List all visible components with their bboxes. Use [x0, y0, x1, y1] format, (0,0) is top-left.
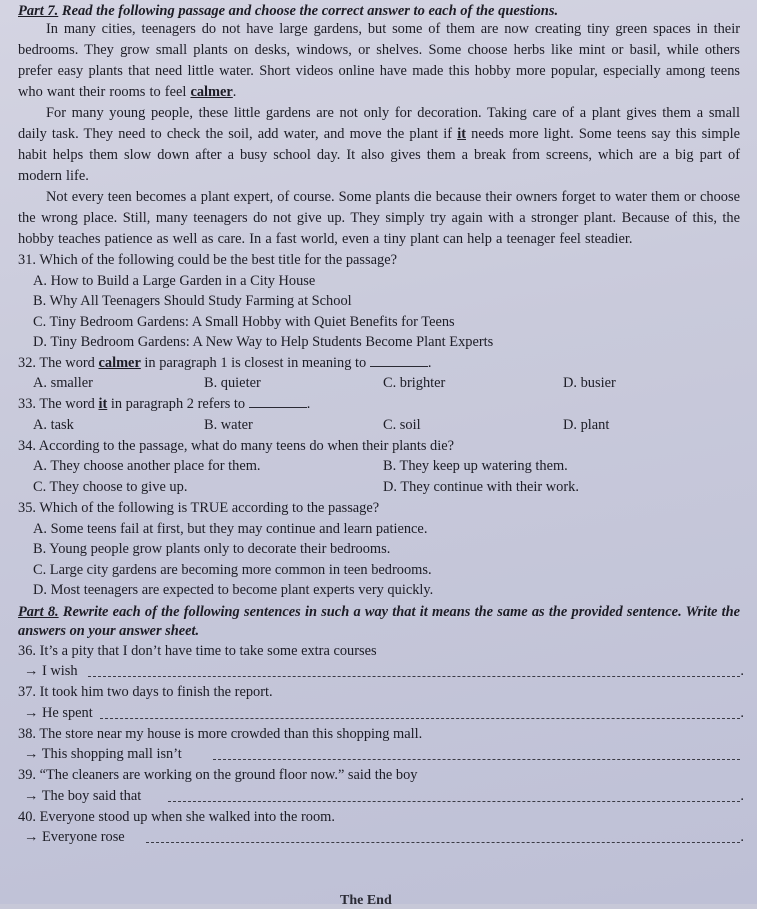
- worksheet-content: [18, 2, 744, 848]
- rewrite-37-blank[interactable]: [100, 718, 740, 719]
- rewrite-38-answer-line: [18, 744, 740, 765]
- q35-option-b[interactable]: B. Young people grow plants only to decorate their bedrooms.: [33, 541, 391, 557]
- rewrite-38-sentence: 38. The store near my house is more crowded than this shopping mall.: [18, 725, 423, 742]
- passage-paragraph-3: [18, 187, 740, 250]
- rewrite-38-prompt: → This shopping mall isn’t: [24, 746, 182, 762]
- q31-option-b[interactable]: B. Why All Teenagers Should Study Farming at School: [33, 293, 352, 309]
- rewrite-37-end: .: [740, 704, 744, 721]
- q32-option-c[interactable]: C. brighter: [383, 375, 446, 391]
- q33-stem-end: in paragraph 2 refers to: [107, 396, 246, 412]
- rewrite-36-prompt: → I wish: [24, 663, 78, 679]
- q32-stem-end: in paragraph 1 is closest in meaning to: [140, 354, 367, 371]
- q33-option-c[interactable]: C. soil: [383, 416, 421, 433]
- part7-instruction: Read the following passage and choose the correct answer to each of the questions.: [58, 3, 559, 19]
- rewrite-39-sentence: 39. “The cleaners are working on the ground floor now.” said the boy: [18, 767, 418, 783]
- part7-heading: [18, 2, 740, 20]
- question-31: 31. Which of the following could be the best title for the passage?: [18, 252, 397, 268]
- q34-options-row-2: [18, 477, 740, 498]
- q32-option-b[interactable]: B. quieter: [204, 375, 261, 391]
- the-end-footer: The End: [340, 893, 392, 908]
- q32-target-word: calmer: [98, 354, 141, 371]
- q33-period: .: [306, 396, 311, 412]
- passage-paragraph-1: [18, 19, 740, 103]
- rewrite-40-answer-line: [18, 827, 744, 848]
- q34-option-d[interactable]: D. They continue with their work.: [383, 479, 579, 495]
- rewrite-36-end: .: [740, 663, 744, 679]
- rewrite-39-blank[interactable]: [168, 801, 740, 802]
- rewrite-40-prompt: → Everyone rose: [24, 829, 125, 845]
- paragraph-2-end: needs more light. Some teens say this simple habit helps them slow down after a busy school day. It also gives them a break from screens, which are a big part of modern life.: [18, 126, 740, 184]
- q35-option-a[interactable]: A. Some teens fail at first, but they may continue and learn patience.: [33, 520, 428, 537]
- rewrite-36-blank[interactable]: [88, 676, 740, 677]
- q34-option-c[interactable]: C. They choose to give up.: [33, 479, 188, 495]
- q33-option-a[interactable]: A. task: [33, 416, 74, 433]
- q34-options-row-1: [18, 456, 740, 477]
- paragraph-1-text: In many cities, teenagers do not have large gardens, but some of them are now creating tiny green spaces in their bedrooms. They grow small plants on desks, windows, or shelves. Some choose herbs like mint or basil, while others prefer easy plants that need little water. Short videos online have made this hobby more popular, especially among teens who want their rooms to feel: [18, 21, 740, 100]
- highlighted-word-it: it: [457, 126, 467, 142]
- q31-option-d[interactable]: D. Tiny Bedroom Gardens: A New Way to Help Students Become Plant Experts: [33, 334, 494, 350]
- q34-option-b[interactable]: B. They keep up watering them.: [383, 458, 568, 474]
- rewrite-36-answer-line: [18, 661, 744, 682]
- rewrite-40-end: .: [740, 829, 744, 845]
- rewrite-37-sentence: 37. It took him two days to finish the report.: [18, 684, 273, 700]
- q31-option-c[interactable]: C. Tiny Bedroom Gardens: A Small Hobby with Quiet Benefits for Teens: [33, 313, 455, 330]
- q34-option-a[interactable]: A. They choose another place for them.: [33, 458, 261, 474]
- rewrite-37-answer-line: [18, 703, 744, 724]
- q32-blank[interactable]: [370, 354, 428, 367]
- q33-stem-start: 33. The word: [18, 396, 99, 412]
- paragraph-2-text: For many young people, these little gardens are not only for decoration. Taking care of a plant gives them a small daily task. They need to check the soil, add water, and move the plant if: [18, 105, 740, 142]
- q35-option-d[interactable]: D. Most teenagers are expected to become plant experts very quickly.: [33, 582, 434, 598]
- q32-option-d[interactable]: D. busier: [563, 375, 616, 391]
- q33-option-d[interactable]: D. plant: [563, 416, 610, 433]
- rewrite-38-blank[interactable]: [213, 759, 740, 760]
- rewrite-37-prompt: → He spent: [24, 704, 93, 721]
- highlighted-word-calmer: calmer: [190, 84, 233, 100]
- part8-label: Part 8.: [18, 603, 59, 620]
- q31-option-a[interactable]: A. How to Build a Large Garden in a City House: [33, 272, 316, 289]
- q32-options-row: [18, 373, 740, 394]
- rewrite-39-answer-line: [18, 786, 744, 807]
- question-34: 34. According to the passage, what do many teens do when their plants die?: [18, 437, 455, 454]
- q33-blank[interactable]: [249, 395, 307, 408]
- question-32: [18, 353, 740, 374]
- part7-label: Part 7.: [18, 3, 59, 19]
- paragraph-1-end: .: [232, 84, 237, 100]
- rewrite-40-sentence: 40. Everyone stood up when she walked into the room.: [18, 808, 335, 825]
- q32-period: .: [427, 354, 432, 371]
- rewrite-39-end: .: [740, 787, 744, 804]
- q33-options-row: [18, 415, 740, 436]
- rewrite-40-blank[interactable]: [146, 842, 740, 843]
- q33-target-word: it: [98, 396, 108, 412]
- q32-stem-start: 32. The word: [18, 354, 99, 371]
- rewrite-39-prompt: → The boy said that: [24, 787, 142, 804]
- part8-heading: [18, 603, 740, 641]
- paragraph-3-text: Not every teen becomes a plant expert, of course. Some plants die because their owners forget to water them or choose the wrong place. Still, many teenagers do not give up. They simply try again with a stronger plant. Because of this, the hobby teaches patience as well as care. In a fast world, even a tiny plant can help a teenager feel steadier.: [18, 189, 740, 247]
- part8-instruction: Rewrite each of the following sentences in such a way that it means the same as the provided sentence. Write the answers on your answer sheet.: [18, 603, 740, 639]
- q35-option-c[interactable]: C. Large city gardens are becoming more common in teen bedrooms.: [33, 561, 432, 578]
- q33-option-b[interactable]: B. water: [204, 416, 253, 433]
- question-33: [18, 394, 740, 415]
- question-35: 35. Which of the following is TRUE according to the passage?: [18, 500, 380, 516]
- q32-option-a[interactable]: A. smaller: [33, 375, 93, 391]
- rewrite-36-sentence: 36. It’s a pity that I don’t have time to take some extra courses: [18, 642, 377, 659]
- passage-paragraph-2: [18, 103, 740, 187]
